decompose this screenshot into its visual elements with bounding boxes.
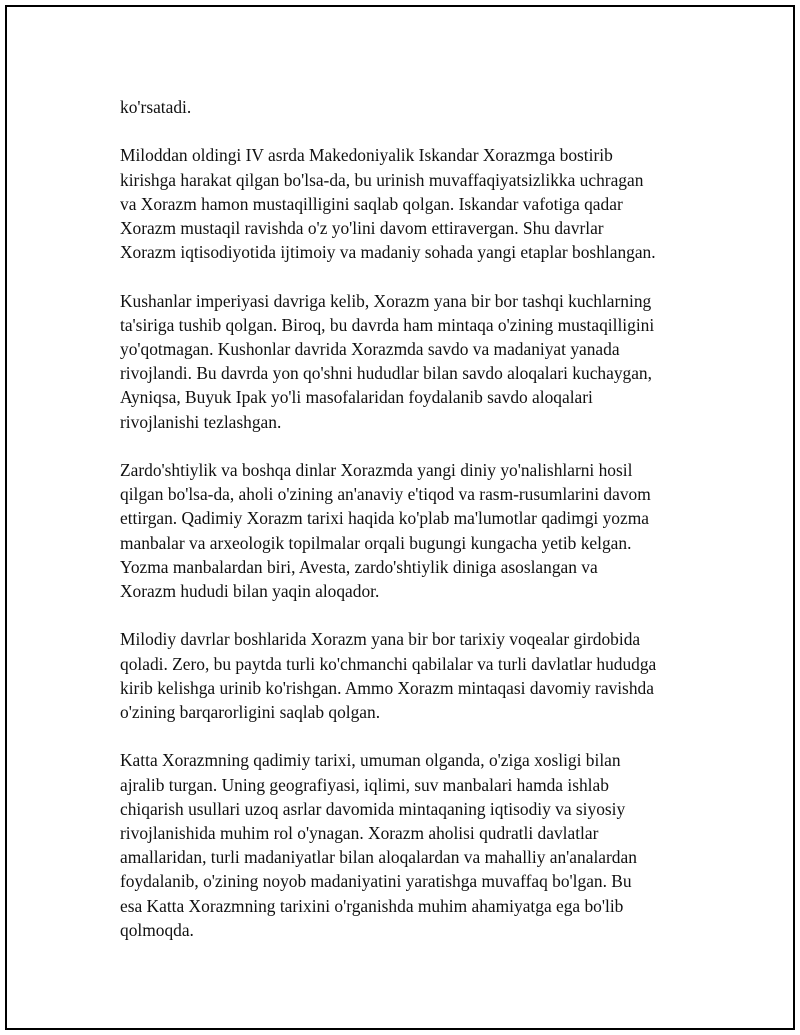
text-line: ettirgan. Qadimiy Xorazm tarixi haqida ko'plab ma'lumotlar qadimgi yozma (120, 508, 649, 529)
text-line: va Xorazm hamon mustaqilligini saqlab qolgan. Iskandar vafotiga qadar (120, 193, 623, 214)
text-line: kirib kelishga urinib ko'rishgan. Ammo Xorazm mintaqasi davomiy ravishda (120, 677, 654, 698)
text-line: qoladi. Zero, bu paytda turli ko'chmanchi qabilalar va turli davlatlar hududga (120, 653, 657, 674)
text-line: ko'rsatadi. (120, 97, 192, 117)
text-line: rivojlanishi tezlashgan. (120, 411, 282, 432)
text-line: rivojlandi. Bu davrda yon qo'shni hududlar bilan savdo aloqalari kuchaygan, (120, 363, 652, 384)
text-line: Xorazm mustaqil ravishda o'z yo'lini davom ettiravergan. Shu davrlar (120, 218, 604, 238)
text-line: qilgan bo'lsa-da, aholi o'zining an'anaviy e'tiqod va rasm-rusumlarini davom (120, 484, 651, 505)
text-line: rivojlanishida muhim rol o'ynagan. Xorazm aholisi qudratli davlatlar (120, 823, 599, 844)
text-line: o'zining barqarorligini saqlab qolgan. (120, 702, 381, 723)
paragraph-6 (120, 748, 690, 942)
text-line: Zardo'shtiylik va boshqa dinlar Xorazmda yangi diniy yo'nalishlarni hosil (120, 460, 633, 480)
paragraph-5 (120, 627, 690, 724)
text-line: esa Katta Xorazmning tarixini o'rganishda muhim ahamiyatga ega bo'lib (120, 895, 624, 916)
text-line: ajralib turgan. Uning geografiyasi, iqlimi, suv manbalari hamda ishlab (120, 774, 609, 795)
text-line: ta'siriga tushib qolgan. Biroq, bu davrda ham mintaqa o'zining mustaqilligini (120, 314, 655, 335)
text-line: foydalanib, o'zining noyob madaniyatini yaratishga muvaffaq bo'lgan. Bu (120, 871, 632, 892)
paragraph-2 (120, 143, 690, 264)
text-line: chiqarish usullari uzoq asrlar davomida mintaqaning iqtisodiy va siyosiy (120, 798, 626, 819)
text-line: manbalar va arxeologik topilmalar orqali bugungi kungacha yetib kelgan. (120, 532, 632, 553)
text-line: Yozma manbalardan biri, Avesta, zardo'shtiylik diniga asoslangan va (120, 556, 598, 577)
paragraph-4 (120, 458, 690, 603)
text-line: Ayniqsa, Buyuk Ipak yo'li masofalaridan foydalanib savdo aloqalari (120, 387, 593, 408)
text-line: kirishga harakat qilgan bo'lsa-da, bu urinish muvaffaqiyatsizlikka uchragan (120, 169, 644, 190)
text-line: qolmoqda. (120, 919, 194, 940)
text-line: Xorazm iqtisodiyotida ijtimoiy va madaniy sohada yangi etaplar boshlangan. (120, 242, 656, 263)
text-line: yo'qotmagan. Kushonlar davrida Xorazmda savdo va madaniyat yanada (120, 339, 620, 359)
text-line: Xorazm hududi bilan yaqin aloqador. (120, 581, 380, 602)
paragraph-1 (120, 95, 690, 119)
text-line: Milodiy davrlar boshlarida Xorazm yana bir bor tarixiy voqealar girdobida (120, 629, 641, 650)
text-line: amallaridan, turli madaniyatlar bilan aloqalardan va mahalliy an'analardan (120, 847, 637, 868)
paragraph-3 (120, 289, 690, 434)
text-line: Kushanlar imperiyasi davriga kelib, Xorazm yana bir bor tashqi kuchlarning (120, 290, 652, 311)
text-line: Katta Xorazmning qadimiy tarixi, umuman olganda, o'ziga xosligi bilan (120, 750, 621, 771)
document-page (5, 5, 795, 1030)
document-body (120, 95, 690, 966)
text-line: Miloddan oldingi IV asrda Makedoniyalik Iskandar Xorazmga bostirib (120, 145, 613, 166)
